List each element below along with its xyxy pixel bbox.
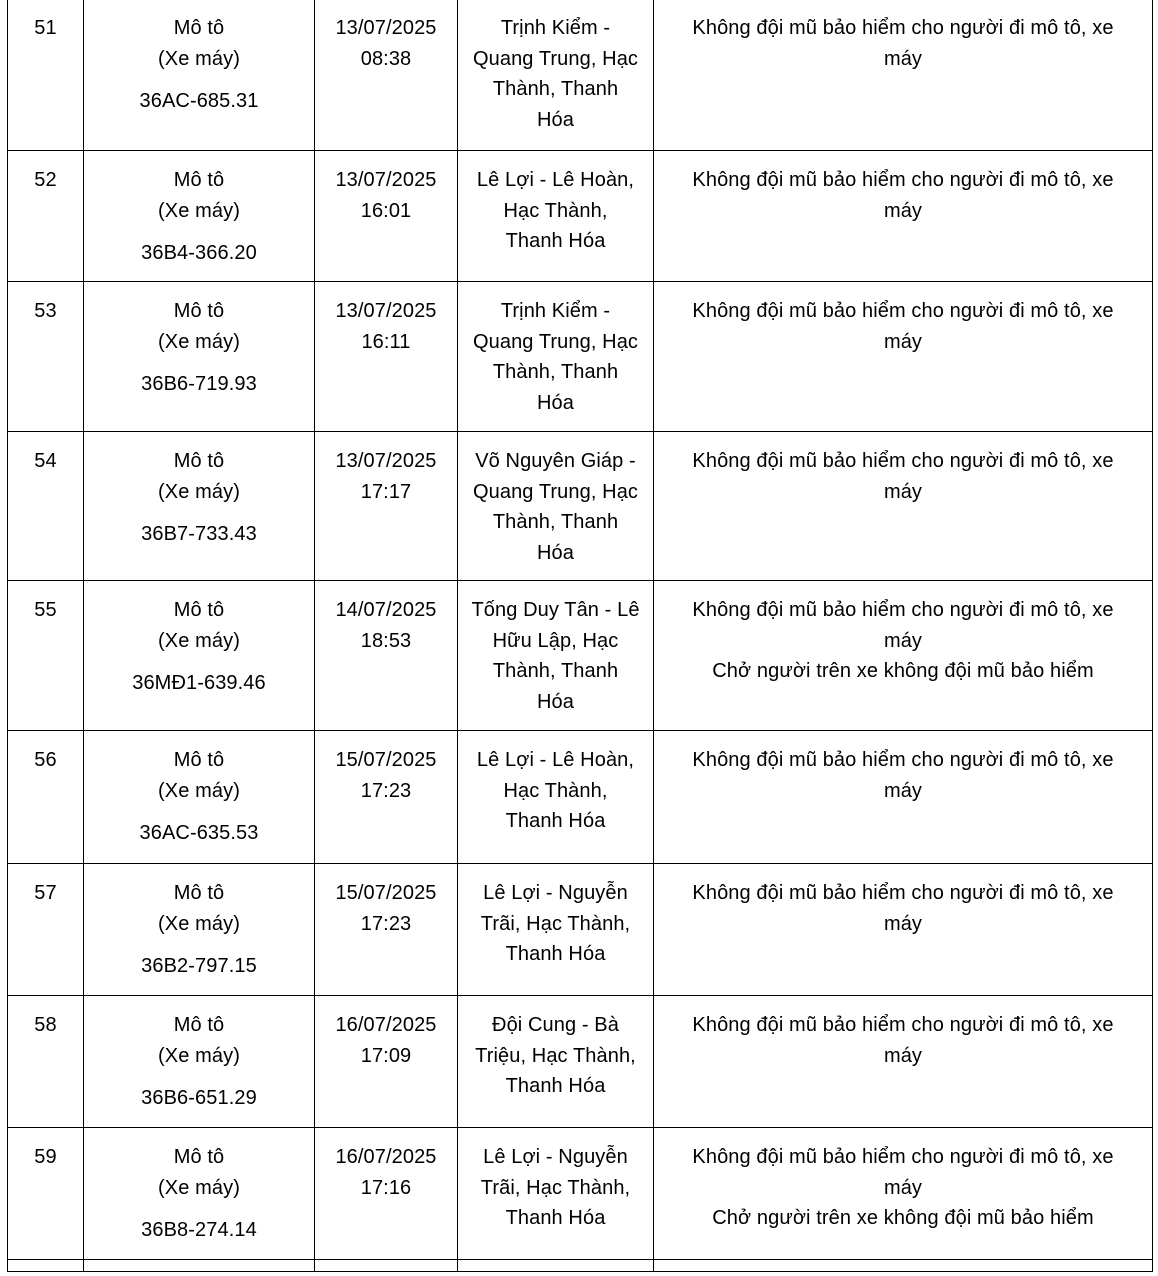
violation-text-line: Chở người trên xe không đội mũ bảo hiểm [712, 660, 1094, 682]
vehicle-cell [84, 731, 315, 864]
vehicle-type: Mô tô [173, 882, 225, 904]
violation-text-line: máy [883, 480, 923, 503]
violation-date: 16/07/2025 [335, 1014, 437, 1036]
table-row [8, 581, 1153, 731]
row-number: 53 [34, 300, 57, 322]
license-plate: 36B6-719.93 [141, 373, 257, 395]
violation-text-line: Không đội mũ bảo hiểm cho người đi mô tô, xe [692, 749, 1114, 771]
stt-cell [8, 282, 84, 432]
violation-time: 18:53 [360, 629, 412, 652]
violation-time: 17:23 [360, 779, 412, 802]
violations-table [7, 0, 1153, 1272]
location-line: Thành, Thanh [492, 361, 619, 383]
empty-cell [654, 1260, 1153, 1272]
vehicle-cell [84, 864, 315, 996]
location-line: Trãi, Hạc Thành, [480, 912, 631, 935]
violation-cell [654, 864, 1153, 996]
location-line: Trịnh Kiểm - [500, 17, 611, 39]
location-line: Hóa [537, 690, 574, 713]
datetime-cell [315, 282, 458, 432]
violation-text-line: Không đội mũ bảo hiểm cho người đi mô tô, xe [692, 300, 1114, 322]
datetime-cell [315, 864, 458, 996]
violation-cell [654, 996, 1153, 1128]
location-line: Trịnh Kiểm - [500, 300, 611, 322]
location-line: Thành, Thanh [492, 78, 619, 100]
location-line: Thành, Thanh [492, 511, 619, 533]
row-number: 56 [34, 749, 57, 771]
location-line: Thanh Hóa [505, 230, 606, 252]
violation-text-line: Không đội mũ bảo hiểm cho người đi mô tô, xe [692, 17, 1114, 39]
datetime-cell [315, 0, 458, 151]
stt-cell [8, 432, 84, 581]
violation-text-line: máy [883, 199, 923, 222]
vehicle-subtype: (Xe máy) [158, 1044, 240, 1067]
location-cell [458, 996, 654, 1128]
vehicle-subtype: (Xe máy) [158, 47, 240, 70]
license-plate: 36B6-651.29 [141, 1087, 257, 1109]
table-row-partial [8, 1260, 1153, 1272]
violation-text-line: máy [883, 1176, 923, 1199]
vehicle-type: Mô tô [173, 300, 225, 322]
violation-cell [654, 1128, 1153, 1260]
stt-cell [8, 0, 84, 151]
empty-cell [458, 1260, 654, 1272]
vehicle-cell [84, 996, 315, 1128]
empty-cell [315, 1260, 458, 1272]
violation-text-line: máy [883, 912, 923, 935]
vehicle-type: Mô tô [173, 1014, 225, 1036]
datetime-cell [315, 731, 458, 864]
violation-date: 15/07/2025 [335, 749, 437, 771]
vehicle-type: Mô tô [173, 450, 225, 472]
row-number: 55 [34, 599, 57, 621]
violation-date: 14/07/2025 [335, 599, 437, 621]
violation-time: 17:16 [360, 1176, 412, 1199]
violation-text-line: máy [883, 629, 923, 652]
row-number: 58 [34, 1014, 57, 1036]
table-row [8, 151, 1153, 282]
location-cell [458, 151, 654, 282]
violation-text-line: Không đội mũ bảo hiểm cho người đi mô tô, xe [692, 450, 1114, 472]
violation-cell [654, 432, 1153, 581]
location-line: Quang Trung, Hạc [472, 47, 639, 70]
stt-cell [8, 151, 84, 282]
violation-cell [654, 0, 1153, 151]
vehicle-cell [84, 151, 315, 282]
violation-text-line: máy [883, 330, 923, 353]
location-line: Tống Duy Tân - Lê [471, 599, 640, 621]
row-number: 51 [34, 17, 57, 39]
vehicle-type: Mô tô [173, 749, 225, 771]
location-line: Đội Cung - Bà [492, 1014, 619, 1036]
datetime-cell [315, 1128, 458, 1260]
violation-text-line: máy [883, 779, 923, 802]
stt-cell [8, 731, 84, 864]
vehicle-subtype: (Xe máy) [158, 779, 240, 802]
stt-cell [8, 1128, 84, 1260]
stt-cell [8, 996, 84, 1128]
vehicle-cell [84, 581, 315, 731]
violation-text-line: Không đội mũ bảo hiểm cho người đi mô tô, xe [692, 882, 1114, 904]
violation-text-line: Không đội mũ bảo hiểm cho người đi mô tô, xe [692, 599, 1114, 621]
violation-cell [654, 151, 1153, 282]
location-cell [458, 1128, 654, 1260]
location-line: Hóa [537, 108, 574, 131]
table-row [8, 996, 1153, 1128]
violation-date: 13/07/2025 [335, 169, 437, 191]
empty-cell [84, 1260, 315, 1272]
violation-text-line: Không đội mũ bảo hiểm cho người đi mô tô, xe [692, 1014, 1114, 1036]
location-cell [458, 581, 654, 731]
vehicle-type: Mô tô [173, 599, 225, 621]
location-line: Lê Lợi - Lê Hoàn, [476, 169, 635, 191]
violation-cell [654, 282, 1153, 432]
violation-text-line: Không đội mũ bảo hiểm cho người đi mô tô, xe [692, 1146, 1114, 1168]
license-plate: 36AC-635.53 [139, 822, 259, 844]
datetime-cell [315, 432, 458, 581]
stt-cell [8, 581, 84, 731]
violation-date: 16/07/2025 [335, 1146, 437, 1168]
violation-text-line: Không đội mũ bảo hiểm cho người đi mô tô, xe [692, 169, 1114, 191]
license-plate: 36B8-274.14 [141, 1219, 257, 1241]
datetime-cell [315, 996, 458, 1128]
license-plate: 36B7-733.43 [141, 523, 257, 545]
vehicle-subtype: (Xe máy) [158, 629, 240, 652]
violation-time: 17:09 [360, 1044, 412, 1067]
vehicle-subtype: (Xe máy) [158, 1176, 240, 1199]
row-number: 59 [34, 1146, 57, 1168]
location-line: Hóa [537, 541, 574, 564]
table-row [8, 731, 1153, 864]
location-line: Quang Trung, Hạc [472, 330, 639, 353]
row-number: 57 [34, 882, 57, 904]
violation-time: 08:38 [360, 47, 412, 70]
table-row [8, 282, 1153, 432]
vehicle-type: Mô tô [173, 169, 225, 191]
location-cell [458, 0, 654, 151]
location-line: Quang Trung, Hạc [472, 480, 639, 503]
location-line: Lê Lợi - Nguyễn [483, 1146, 628, 1168]
violation-date: 15/07/2025 [335, 882, 437, 904]
vehicle-subtype: (Xe máy) [158, 480, 240, 503]
location-line: Thanh Hóa [505, 1075, 606, 1097]
license-plate: 36MĐ1-639.46 [132, 672, 266, 694]
license-plate: 36B2-797.15 [141, 955, 257, 977]
violation-cell [654, 731, 1153, 864]
violation-text-line: máy [883, 47, 923, 70]
violation-time: 17:23 [360, 912, 412, 935]
violation-time: 16:11 [361, 330, 411, 353]
location-line: Thành, Thanh [492, 660, 619, 682]
vehicle-type: Mô tô [173, 1146, 225, 1168]
location-line: Trãi, Hạc Thành, [480, 1176, 631, 1199]
location-line: Hạc Thành, [503, 199, 608, 222]
location-line: Thanh Hóa [505, 810, 606, 832]
table-row [8, 0, 1153, 151]
license-plate: 36B4-366.20 [141, 242, 257, 264]
location-line: Võ Nguyên Giáp - [475, 450, 636, 472]
location-cell [458, 731, 654, 864]
location-line: Triệu, Hạc Thành, [475, 1044, 636, 1067]
table-row [8, 864, 1153, 996]
table-row [8, 432, 1153, 581]
vehicle-type: Mô tô [173, 17, 225, 39]
vehicle-cell [84, 1128, 315, 1260]
location-line: Lê Lợi - Lê Hoàn, [476, 749, 635, 771]
location-cell [458, 432, 654, 581]
location-line: Hạc Thành, [503, 779, 608, 802]
location-line: Hóa [537, 391, 574, 414]
location-line: Thanh Hóa [505, 943, 606, 965]
vehicle-subtype: (Xe máy) [158, 199, 240, 222]
location-line: Lê Lợi - Nguyễn [483, 882, 628, 904]
license-plate: 36AC-685.31 [139, 90, 259, 112]
vehicle-subtype: (Xe máy) [158, 912, 240, 935]
vehicle-cell [84, 432, 315, 581]
row-number: 52 [34, 169, 57, 191]
violation-cell [654, 581, 1153, 731]
violation-date: 13/07/2025 [335, 450, 437, 472]
row-number: 54 [34, 450, 57, 472]
stt-cell [8, 864, 84, 996]
violation-date: 13/07/2025 [335, 17, 437, 39]
violation-text-line: Chở người trên xe không đội mũ bảo hiểm [712, 1207, 1094, 1229]
violation-time: 16:01 [360, 199, 412, 222]
vehicle-cell [84, 282, 315, 432]
datetime-cell [315, 151, 458, 282]
datetime-cell [315, 581, 458, 731]
violations-table-body [8, 0, 1153, 1272]
table-row [8, 1128, 1153, 1260]
location-cell [458, 282, 654, 432]
location-cell [458, 864, 654, 996]
violation-text-line: máy [883, 1044, 923, 1067]
location-line: Hữu Lập, Hạc [492, 629, 619, 652]
violation-time: 17:17 [360, 480, 412, 503]
location-line: Thanh Hóa [505, 1207, 606, 1229]
vehicle-subtype: (Xe máy) [158, 330, 240, 353]
violation-date: 13/07/2025 [335, 300, 437, 322]
vehicle-cell [84, 0, 315, 151]
empty-cell [8, 1260, 84, 1272]
